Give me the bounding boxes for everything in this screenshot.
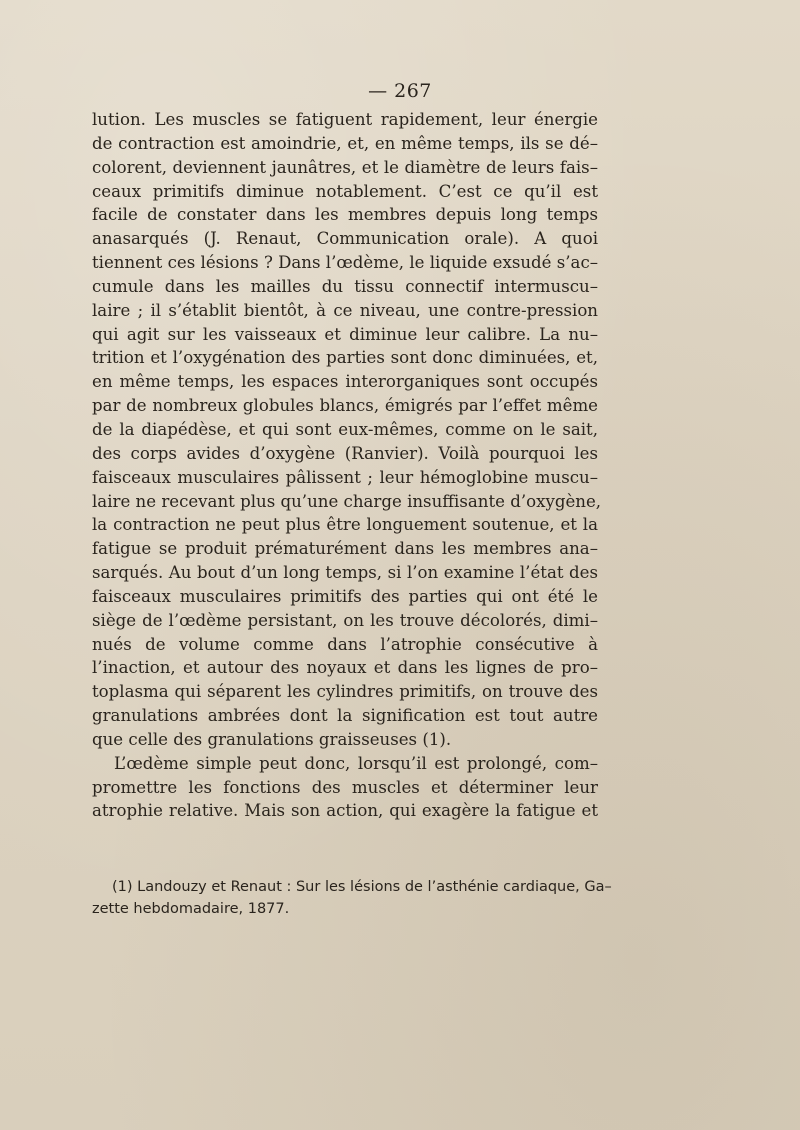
text-line: par de nombreux globules blancs, émigrés par l’effet même [92,396,598,416]
text-line: facile de constater dans les membres depuis long temps [92,205,598,225]
text-line: anasarqués (J. Renaut, Communication orale). A quoi [92,229,598,249]
text-line: L’œdème simple peut donc, lorsqu’il est prolongé, com– [114,753,598,773]
footnote-line: (1) Landouzy et Renaut : Sur les lésions de l’asthénie cardiaque, Ga– [112,879,612,895]
text-line: des corps avides d’oxygène (Ranvier). Voilà pourquoi les [92,443,598,463]
text-line: la contraction ne peut plus être longuement soutenue, et la [92,515,598,535]
text-line: en même temps, les espaces interorganiques sont occupés [92,372,598,392]
text-line: siège de l’œdème persistant, on les trouve décolorés, dimi– [92,610,598,630]
text-line: l’inaction, et autour des noyaux et dans les lignes de pro– [92,658,598,678]
text-line: faisceaux musculaires primitifs des parties qui ont été le [92,586,598,606]
text-line: granulations ambrées dont la signification est tout autre [92,706,598,726]
text-line: faisceaux musculaires pâlissent ; leur hémoglobine muscu– [92,467,598,487]
text-line: colorent, deviennent jaunâtres, et le diamètre de leurs fais– [92,157,598,177]
footnote [92,876,612,920]
text-line: promettre les fonctions des muscles et déterminer leur [92,777,598,797]
text-line: toplasma qui séparent les cylindres primitifs, on trouve des [92,682,598,702]
text-line: tiennent ces lésions ? Dans l’œdème, le liquide exsudé s’ac– [92,253,599,273]
text-line: qui agit sur les vaisseaux et diminue leur calibre. La nu– [92,324,598,344]
page-number: — 267 [368,80,432,102]
text-line: que celle des granulations graisseuses (1). [92,729,452,749]
text-line: ceaux primitifs diminue notablement. C’est ce qu’il est [92,181,598,201]
text-line: laire ; il s’établit bientôt, à ce niveau, une contre-pression [92,300,598,320]
text-line: atrophie relative. Mais son action, qui exagère la fatigue et [92,801,598,821]
text-line: trition et l’oxygénation des parties sont donc diminuées, et, [92,348,598,368]
body-text [92,108,602,823]
text-line: cumule dans les mailles du tissu connectif intermuscu– [92,276,598,296]
text-line: fatigue se produit prématurément dans les membres ana– [92,539,598,559]
text-line: lution. Les muscles se fatiguent rapidement, leur énergie [92,110,598,129]
text-line: laire ne recevant plus qu’une charge insuffisante d’oxygène, [92,491,602,511]
footnote-line: zette hebdomadaire, 1877. [92,901,290,917]
text-line: de contraction est amoindrie, et, en même temps, ils se dé– [92,133,598,153]
text-line: nués de volume comme dans l’atrophie consécutive à [92,634,598,654]
text-line: sarqués. Au bout d’un long temps, si l’on examine l’état des [92,563,598,583]
text-line: de la diapédèse, et qui sont eux-mêmes, comme on le sait, [92,419,598,439]
